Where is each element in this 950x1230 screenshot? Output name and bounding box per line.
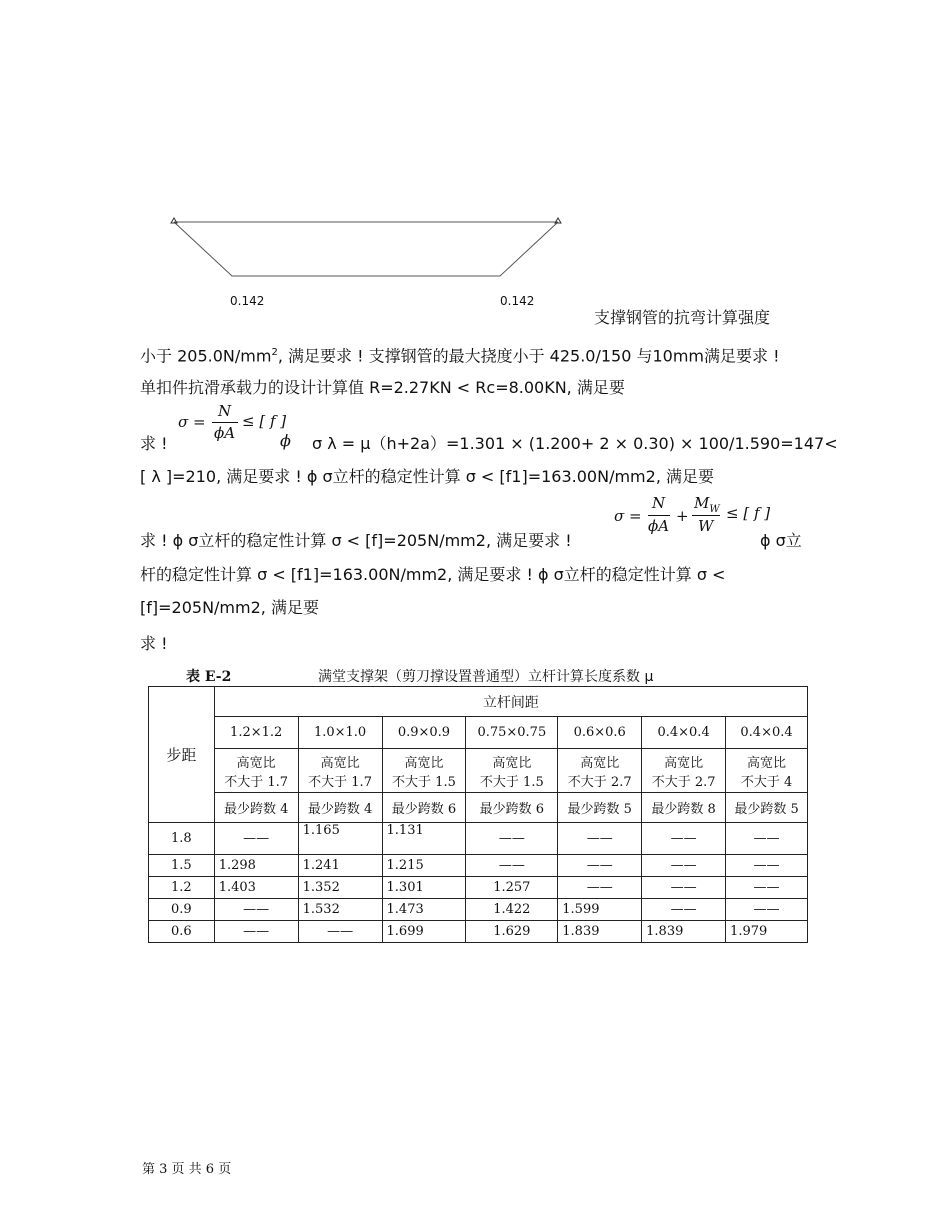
value-cell: 1.257 [466, 877, 558, 899]
value-cell: 1.241 [298, 855, 382, 877]
spacing-cell: 0.6×0.6 [558, 717, 642, 749]
ratio-cell [726, 749, 808, 793]
formula-2-num2 [694, 494, 720, 515]
value-cell: 1.165 [298, 823, 382, 855]
row-header-step: 步距 [149, 687, 215, 823]
min-span-cell: 最少跨数 4 [298, 793, 382, 823]
spacing-cell: 1.2×1.2 [214, 717, 298, 749]
ratio-line-1: 高宽比 [320, 755, 360, 771]
table-row [149, 855, 808, 877]
min-span-row [149, 793, 808, 823]
formula-2-den1: ϕA [648, 517, 670, 535]
diagram-right-label: 0.142 [500, 294, 535, 308]
formula-1-lhs: σ = [178, 413, 206, 431]
table-group-header-row [149, 687, 808, 717]
step-cell: 1.8 [149, 823, 215, 855]
text-line-2b: , 满足要求 ! 支撑钢管的最大挠度小于 425.0/150 与10mm满足要求 ! [277, 346, 780, 366]
step-cell: 1.5 [149, 855, 215, 877]
text-line-1: 支撑钢管的抗弯计算强度 [594, 308, 771, 327]
table-row [149, 877, 808, 899]
formula-2-rhs: ≤ [ f ] [726, 504, 771, 522]
formula-2-den2: W [698, 517, 714, 535]
text-line-2a: 小于 205.0N/mm [140, 346, 272, 366]
ratio-line-1: 高宽比 [236, 755, 276, 771]
text-line-4a: 求 ! [140, 434, 168, 453]
spacing-cell: 1.0×1.0 [298, 717, 382, 749]
formula-2-plus: + [676, 507, 689, 525]
value-cell: 1.979 [726, 921, 808, 943]
formula-2-num2-sub: W [709, 504, 720, 515]
table-label: 表 E-2 [186, 669, 232, 685]
min-span-cell: 最少跨数 5 [726, 793, 808, 823]
spacing-row [149, 717, 808, 749]
ratio-cell [642, 749, 726, 793]
diagram-curve [174, 222, 558, 276]
text-line-6b: ϕ σ立 [760, 531, 802, 550]
value-cell: —— [214, 921, 298, 943]
value-cell: 1.532 [298, 899, 382, 921]
ratio-cell [214, 749, 298, 793]
spacing-cell: 0.75×0.75 [466, 717, 558, 749]
coefficient-table [148, 686, 808, 943]
value-cell: —— [298, 921, 382, 943]
value-cell: 1.629 [466, 921, 558, 943]
text-line-6: 求 ! ϕ σ立杆的稳定性计算 σ < [f]=205N/mm2, 满足要求 ! [140, 531, 572, 550]
formula-1-num: N [218, 402, 232, 420]
formula-1-den: ϕA [214, 424, 236, 442]
step-cell: 0.9 [149, 899, 215, 921]
value-cell: —— [642, 899, 726, 921]
value-cell: —— [642, 877, 726, 899]
moment-diagram-svg [168, 210, 568, 280]
diagram-left-label: 0.142 [230, 294, 265, 308]
value-cell: 1.301 [382, 877, 466, 899]
text-line-2-sup: 2 [271, 347, 278, 358]
min-span-cell: 最少跨数 5 [558, 793, 642, 823]
text-line-8: [f]=205N/mm2, 满足要 [140, 598, 319, 617]
ratio-cell [298, 749, 382, 793]
value-cell: 1.131 [382, 823, 466, 855]
phi-symbol: ϕ [280, 431, 291, 450]
value-cell: —— [214, 823, 298, 855]
value-cell: 1.422 [466, 899, 558, 921]
min-span-cell: 最少跨数 6 [466, 793, 558, 823]
value-cell: —— [558, 855, 642, 877]
ratio-line-2: 不大于 1.7 [224, 774, 289, 790]
table-row [149, 823, 808, 855]
ratio-cell [466, 749, 558, 793]
ratio-line-2: 不大于 4 [740, 774, 793, 790]
value-cell: 1.215 [382, 855, 466, 877]
min-span-cell: 最少跨数 4 [214, 793, 298, 823]
value-cell: —— [726, 823, 808, 855]
formula-1-rhs: ≤ [ f ] [242, 412, 287, 430]
ratio-cell [558, 749, 642, 793]
text-line-9: 求 ! [140, 634, 168, 653]
text-line-2 [140, 343, 780, 366]
value-cell: 1.699 [382, 921, 466, 943]
group-header-spacing: 立杆间距 [214, 687, 807, 717]
formula-2-num2-main: M [694, 494, 710, 512]
step-cell: 0.6 [149, 921, 215, 943]
ratio-line-1: 高宽比 [664, 755, 704, 771]
value-cell: —— [466, 855, 558, 877]
min-span-cell: 最少跨数 8 [642, 793, 726, 823]
step-cell: 1.2 [149, 877, 215, 899]
ratio-line-1: 高宽比 [747, 755, 787, 771]
ratio-line-2: 不大于 1.5 [392, 774, 456, 790]
ratio-line-1: 高宽比 [580, 755, 620, 771]
value-cell: 1.599 [558, 899, 642, 921]
ratio-line-2: 不大于 2.7 [567, 774, 632, 790]
ratio-line-1: 高宽比 [492, 755, 532, 771]
value-cell: —— [726, 855, 808, 877]
value-cell: —— [642, 823, 726, 855]
value-cell: 1.403 [214, 877, 298, 899]
text-line-7: 杆的稳定性计算 σ < [f1]=163.00N/mm2, 满足要求 ! ϕ σ立杆的稳定性计算 σ < [140, 565, 726, 584]
value-cell: 1.839 [642, 921, 726, 943]
ratio-line-2: 不大于 1.7 [308, 774, 372, 790]
value-cell: —— [558, 823, 642, 855]
ratio-line-2: 不大于 1.5 [479, 774, 544, 790]
spacing-cell: 0.4×0.4 [726, 717, 808, 749]
value-cell: —— [466, 823, 558, 855]
formula-1-bar [212, 422, 238, 423]
value-cell: —— [642, 855, 726, 877]
value-cell: 1.839 [558, 921, 642, 943]
spacing-cell: 0.9×0.9 [382, 717, 466, 749]
value-cell: —— [726, 899, 808, 921]
formula-2-bar1 [648, 515, 670, 516]
value-cell: 1.298 [214, 855, 298, 877]
text-line-3: 单扣件抗滑承载力的设计计算值 R=2.27KN < Rc=8.00KN, 满足要 [140, 378, 625, 397]
value-cell: —— [214, 899, 298, 921]
formula-2-lhs: σ = [614, 507, 642, 525]
value-cell: —— [726, 877, 808, 899]
formula-2-bar2 [692, 515, 720, 516]
ratio-row [149, 749, 808, 793]
formula-2-num1: N [652, 494, 666, 512]
spacing-cell: 0.4×0.4 [642, 717, 726, 749]
value-cell: 1.473 [382, 899, 466, 921]
ratio-line-1: 高宽比 [404, 755, 444, 771]
text-line-4b: σ λ = μ（h+2a）=1.301 × (1.200+ 2 × 0.30) × 100/1.590=147< [312, 434, 838, 453]
ratio-line-2: 不大于 2.7 [651, 774, 716, 790]
ratio-cell [382, 749, 466, 793]
table-row [149, 899, 808, 921]
table-caption: 满堂支撑架（剪刀撑设置普通型）立杆计算长度系数 μ [318, 669, 654, 685]
table-row [149, 921, 808, 943]
moment-diagram [168, 210, 568, 310]
text-line-5: [ λ ]=210, 满足要求 ! ϕ σ立杆的稳定性计算 σ < [f1]=163.00N/mm2, 满足要 [140, 467, 714, 486]
min-span-cell: 最少跨数 6 [382, 793, 466, 823]
value-cell: 1.352 [298, 877, 382, 899]
page-footer: 第 3 页 共 6 页 [142, 1162, 232, 1177]
value-cell: —— [558, 877, 642, 899]
